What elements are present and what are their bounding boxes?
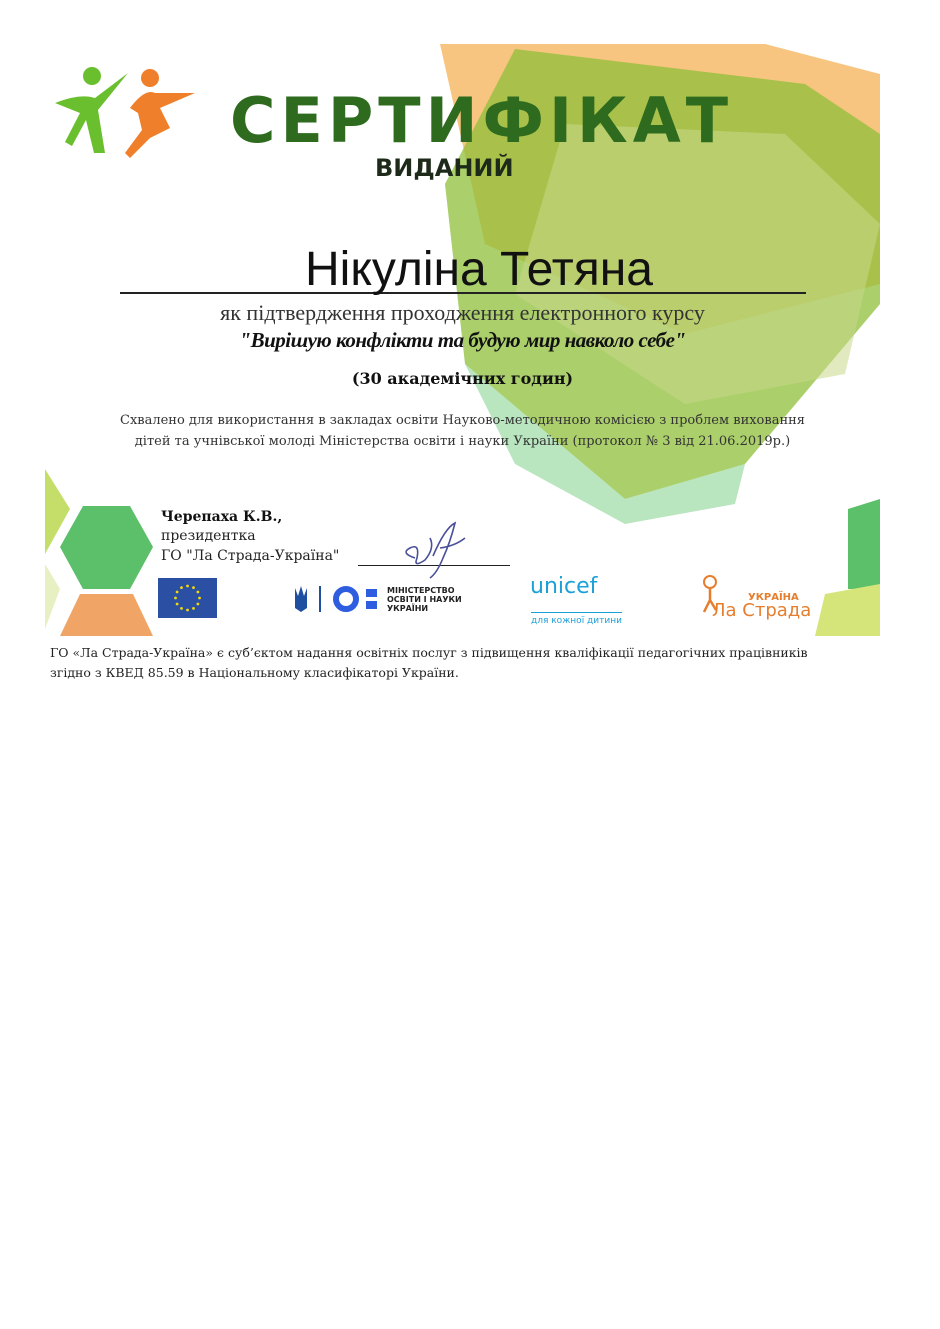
eu-flag-logo xyxy=(158,578,217,618)
unicef-logo: unicef xyxy=(530,574,598,599)
approval-line-2: дітей та учнівської молоді Міністерства освіти і науки України (протокол № 3 від 21.06.2019р.) xyxy=(134,434,791,449)
unicef-tagline: для кожної дитини xyxy=(531,612,622,626)
signer-role: президентка xyxy=(161,528,256,544)
signer-organization: ГО "Ла Страда-Україна" xyxy=(161,548,340,564)
course-title: "Вирішую конфлікти та будую мир навколо себе" xyxy=(239,328,686,352)
footer-note xyxy=(50,643,890,683)
certificate xyxy=(45,44,880,636)
children-logo xyxy=(50,58,200,160)
signer-name: Черепаха К.В., xyxy=(161,509,283,525)
certificate-title: СЕРТИФІКАТ xyxy=(230,84,733,157)
la-strada-country: УКРАЇНА xyxy=(748,592,799,603)
ministry-logo-icon xyxy=(291,582,383,616)
issued-label: ВИДАНИЙ xyxy=(375,154,514,182)
footer-line-1: ГО «Ла Страда-Україна» є суб’єктом надання освітніх послуг з підвищення кваліфікації педагогічних працівників xyxy=(50,645,808,660)
course-hours: (30 академічних годин) xyxy=(351,369,574,388)
la-strada-logo: Ла Страда xyxy=(712,600,812,621)
recipient-name: Нікуліна Тетяна xyxy=(305,243,653,296)
approval-line-1: Схвалено для використання в закладах освіти Науково-методичною комісією з проблем виховання xyxy=(120,413,805,428)
signature xyxy=(395,518,475,588)
footer-line-2: згідно з КВЕД 85.59 в Національному класифікаторі України. xyxy=(50,665,459,680)
ministry-logo-text: МІНІСТЕРСТВО ОСВІТИ І НАУКИ УКРАЇНИ xyxy=(387,586,462,613)
confirmation-text: як підтвердження проходження електронного курсу xyxy=(220,300,705,325)
approval-text xyxy=(55,410,870,452)
eu-stars-icon xyxy=(158,578,217,618)
